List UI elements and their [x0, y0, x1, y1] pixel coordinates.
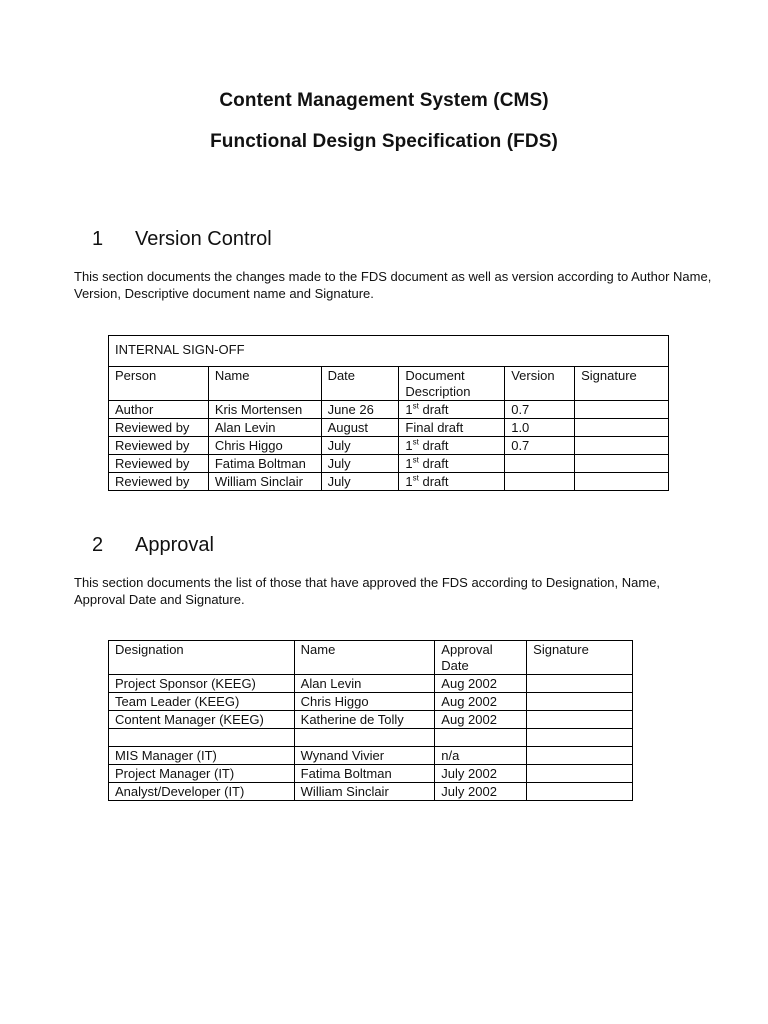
- table-row: [109, 747, 633, 765]
- name-cell: Chris Higgo: [294, 693, 435, 711]
- person-cell: Reviewed by: [109, 437, 209, 455]
- name-cell: Alan Levin: [294, 675, 435, 693]
- description-text: 1: [405, 474, 413, 489]
- approval-date-cell: [435, 729, 527, 747]
- date-cell: July: [321, 437, 399, 455]
- table-row: [109, 783, 633, 801]
- person-cell: Reviewed by: [109, 455, 209, 473]
- table-row: [109, 675, 633, 693]
- name-cell: Alan Levin: [208, 419, 321, 437]
- name-cell: Chris Higgo: [208, 437, 321, 455]
- approval-date-cell: n/a: [435, 747, 527, 765]
- version-cell: 0.7: [505, 401, 575, 419]
- name-cell: Fatima Boltman: [208, 455, 321, 473]
- table-row: [109, 693, 633, 711]
- designation-cell: Content Manager (KEEG): [109, 711, 295, 729]
- person-cell: Reviewed by: [109, 419, 209, 437]
- approval-date-cell: Aug 2002: [435, 675, 527, 693]
- version-cell: [505, 473, 575, 491]
- date-cell: June 26: [321, 401, 399, 419]
- description-text: Final draft: [405, 420, 464, 435]
- ordinal-suffix: st: [412, 437, 419, 447]
- date-cell: July: [321, 473, 399, 491]
- designation-cell: Project Sponsor (KEEG): [109, 675, 295, 693]
- approval-date-cell: Aug 2002: [435, 711, 527, 729]
- description-text: 1: [405, 402, 413, 417]
- column-header: Designation: [109, 641, 295, 675]
- person-cell: Author: [109, 401, 209, 419]
- name-cell: William Sinclair: [208, 473, 321, 491]
- name-cell: [294, 729, 435, 747]
- description-text: draft: [418, 438, 449, 453]
- signature-cell: [527, 747, 633, 765]
- approval-table: [108, 640, 633, 801]
- table-row: [109, 401, 669, 419]
- signature-cell: [575, 437, 669, 455]
- signature-cell: [575, 419, 669, 437]
- ordinal-suffix: st: [412, 401, 419, 411]
- description-cell: [399, 401, 505, 419]
- column-header: Signature: [575, 367, 669, 401]
- section-heading-text: Approval: [135, 534, 214, 556]
- approval-date-cell: July 2002: [435, 783, 527, 801]
- column-header: Version: [505, 367, 575, 401]
- table-header-row: [109, 367, 669, 401]
- date-cell: July: [321, 455, 399, 473]
- column-header: Name: [208, 367, 321, 401]
- column-header: Signature: [527, 641, 633, 675]
- section-intro-paragraph: This section documents the list of those that have approved the FDS according to Designation, Name, Approval Date and Signature.: [74, 575, 661, 607]
- section-heading-approval: [92, 534, 214, 557]
- description-cell: [399, 455, 505, 473]
- approval-date-cell: July 2002: [435, 765, 527, 783]
- description-text: draft: [418, 402, 449, 417]
- section-intro-paragraph: This section documents the changes made to the FDS document as well as version according to Author Name, Version, Descriptive document name and Signature.: [74, 269, 712, 301]
- description-text: 1: [405, 456, 413, 471]
- signature-cell: [527, 693, 633, 711]
- description-text: draft: [418, 456, 449, 471]
- approval-date-cell: Aug 2002: [435, 693, 527, 711]
- table-row: [109, 437, 669, 455]
- section-number: 1: [92, 228, 104, 250]
- name-cell: Fatima Boltman: [294, 765, 435, 783]
- internal-signoff-table: [108, 335, 669, 491]
- signature-cell: [575, 401, 669, 419]
- table-row: [109, 711, 633, 729]
- document-title: Content Management System (CMS): [219, 90, 549, 111]
- ordinal-suffix: st: [412, 455, 419, 465]
- description-cell: [399, 437, 505, 455]
- table-row: [109, 455, 669, 473]
- designation-cell: [109, 729, 295, 747]
- designation-cell: Analyst/Developer (IT): [109, 783, 295, 801]
- section-number: 2: [92, 534, 104, 556]
- table-row: [109, 473, 669, 491]
- table-row: [109, 765, 633, 783]
- table-title-cell: INTERNAL SIGN-OFF: [109, 336, 669, 367]
- table-row: [109, 729, 633, 747]
- description-text: 1: [405, 438, 413, 453]
- name-cell: Kris Mortensen: [208, 401, 321, 419]
- signature-cell: [527, 711, 633, 729]
- description-cell: [399, 419, 505, 437]
- column-header: Date: [321, 367, 399, 401]
- name-cell: William Sinclair: [294, 783, 435, 801]
- column-header: Name: [294, 641, 435, 675]
- signature-cell: [575, 455, 669, 473]
- signature-cell: [527, 765, 633, 783]
- designation-cell: Project Manager (IT): [109, 765, 295, 783]
- column-header: Person: [109, 367, 209, 401]
- column-header: Approval Date: [435, 641, 527, 675]
- table-header-row: [109, 641, 633, 675]
- document-subtitle: Functional Design Specification (FDS): [210, 131, 558, 152]
- signature-cell: [527, 729, 633, 747]
- version-cell: [505, 455, 575, 473]
- person-cell: Reviewed by: [109, 473, 209, 491]
- signature-cell: [575, 473, 669, 491]
- section-heading-text: Version Control: [135, 228, 272, 250]
- version-cell: 0.7: [505, 437, 575, 455]
- signature-cell: [527, 675, 633, 693]
- designation-cell: Team Leader (KEEG): [109, 693, 295, 711]
- name-cell: Katherine de Tolly: [294, 711, 435, 729]
- column-header: Document Description: [399, 367, 505, 401]
- table-row: [109, 419, 669, 437]
- designation-cell: MIS Manager (IT): [109, 747, 295, 765]
- section-heading-version-control: [92, 228, 272, 251]
- description-text: draft: [418, 474, 449, 489]
- version-cell: 1.0: [505, 419, 575, 437]
- description-cell: [399, 473, 505, 491]
- table-title-row: [109, 336, 669, 367]
- ordinal-suffix: st: [412, 473, 419, 483]
- date-cell: August: [321, 419, 399, 437]
- signature-cell: [527, 783, 633, 801]
- name-cell: Wynand Vivier: [294, 747, 435, 765]
